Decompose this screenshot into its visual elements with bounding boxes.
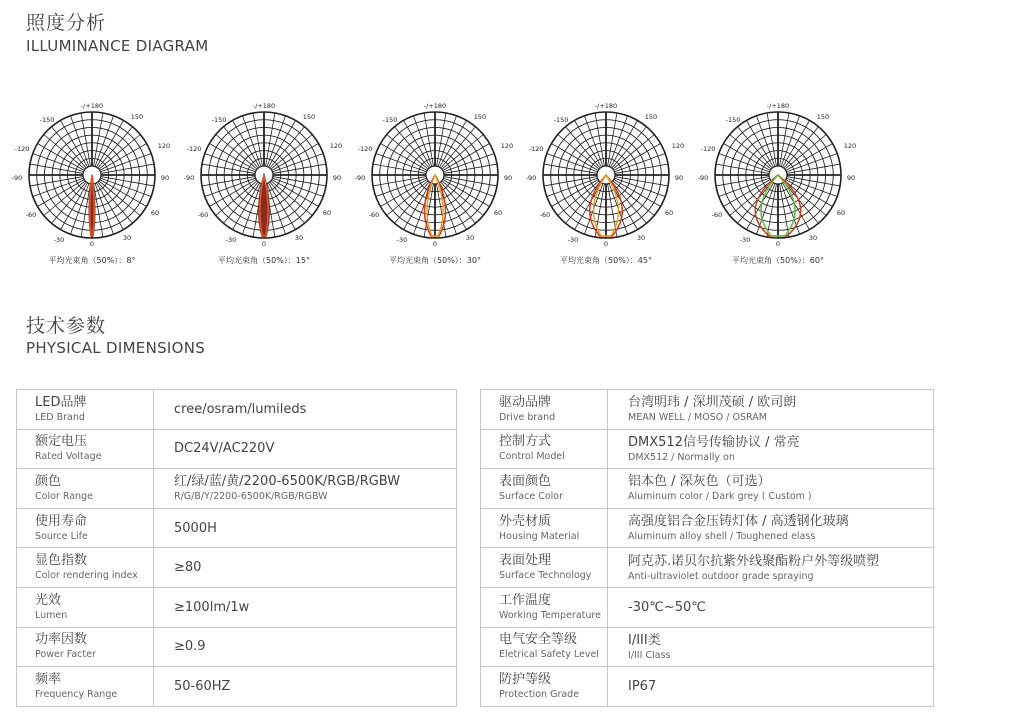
spec-value-cell xyxy=(154,469,457,509)
angle-label: 60 xyxy=(150,209,160,217)
spec-label-en: Color rendering index xyxy=(35,570,138,582)
beam-angle-caption: 平均光束角（50%）：30° xyxy=(389,256,481,265)
spec-row xyxy=(17,667,457,707)
spec-value-cell xyxy=(608,587,934,627)
physical-title-en: PHYSICAL DIMENSIONS xyxy=(26,339,206,357)
spec-label-en: Color Range xyxy=(35,490,93,502)
angle-label: -90 xyxy=(12,174,23,182)
spec-row xyxy=(17,429,457,469)
spec-label-en: Working Temperature xyxy=(499,609,601,621)
angle-label: -30 xyxy=(53,236,65,244)
spec-table-left xyxy=(16,389,457,707)
spec-row xyxy=(481,548,934,588)
spec-row xyxy=(481,627,934,667)
angle-label: -30 xyxy=(396,236,408,244)
polar-diagram xyxy=(698,100,858,270)
spec-value-cell xyxy=(608,429,934,469)
spec-label-cn: 电气安全等级 xyxy=(499,632,578,648)
angle-label: 60 xyxy=(836,209,846,217)
angle-label: 60 xyxy=(493,209,503,217)
spec-value: 高强度铝合金压铸灯体 / 高透钢化玻璃 xyxy=(628,514,849,530)
angle-label: 30 xyxy=(808,234,818,242)
spec-label-en: Power Facter xyxy=(35,649,96,661)
polar-diagram xyxy=(526,100,686,270)
spec-table-right xyxy=(480,389,934,707)
angle-label: -30 xyxy=(225,236,237,244)
angle-label: 150 xyxy=(130,113,144,121)
angle-label: -/+180 xyxy=(80,102,104,110)
angle-label: 120 xyxy=(843,142,857,150)
angle-label: -120 xyxy=(186,145,202,153)
spec-label-en: Source Life xyxy=(35,530,88,542)
angle-label: 90 xyxy=(503,174,513,182)
angle-label: 30 xyxy=(465,234,475,242)
angle-label: 120 xyxy=(500,142,514,150)
spec-value-cell xyxy=(608,627,934,667)
polar-chart xyxy=(526,100,686,252)
angle-label: -90 xyxy=(526,174,537,182)
spec-row xyxy=(17,548,457,588)
angle-label: -90 xyxy=(698,174,709,182)
spec-label-cn: 颜色 xyxy=(35,473,62,489)
spec-label-cn: 外壳材质 xyxy=(499,513,552,529)
angle-label: -150 xyxy=(382,116,398,124)
spec-value-cell xyxy=(154,508,457,548)
angle-label: -/+180 xyxy=(252,102,276,110)
angle-label: -150 xyxy=(39,116,55,124)
spec-label-cell xyxy=(17,508,154,548)
spec-value-cell xyxy=(154,667,457,707)
angle-label: -/+180 xyxy=(423,102,447,110)
spec-label-en: Protection Grade xyxy=(499,688,580,700)
spec-label-en: LED Brand xyxy=(35,411,85,423)
beam-angle-caption: 平均光束角（50%）：15° xyxy=(218,256,310,265)
angle-label: 30 xyxy=(636,234,646,242)
spec-label-en: Lumen xyxy=(35,609,68,621)
spec-value-cell xyxy=(154,548,457,588)
polar-diagram xyxy=(355,100,515,270)
spec-label-cn: 表面处理 xyxy=(499,553,552,569)
physical-title-cn: 技术参数 xyxy=(26,315,107,337)
spec-label-cn: 频率 xyxy=(35,671,62,687)
spec-label-cn: 工作温度 xyxy=(499,592,552,608)
polar-diagram xyxy=(184,100,344,270)
polar-diagram xyxy=(12,100,172,270)
spec-value-cell xyxy=(154,627,457,667)
angle-label: -90 xyxy=(184,174,195,182)
spec-row xyxy=(481,390,934,430)
spec-value-sub: Aluminum alloy shell / Toughened elass xyxy=(628,531,816,543)
beam-angle-caption: 平均光束角（50%）：60° xyxy=(732,256,824,265)
spec-label-cn: 显色指数 xyxy=(35,553,88,569)
spec-value: DC24V/AC220V xyxy=(174,441,275,457)
spec-value: 铝本色 / 深灰色（可选） xyxy=(628,474,771,490)
spec-label-en: Housing Material xyxy=(499,530,580,542)
angle-label: -60 xyxy=(197,211,209,219)
spec-value: IP67 xyxy=(628,678,657,694)
spec-value: 50-60HZ xyxy=(174,678,231,694)
spec-value: I/III类 xyxy=(628,632,661,648)
spec-value-cell xyxy=(608,548,934,588)
spec-value: cree/osram/lumileds xyxy=(174,401,307,417)
spec-row xyxy=(481,667,934,707)
spec-label-en: Drive brand xyxy=(499,411,556,423)
spec-label-cn: LED品牌 xyxy=(35,394,87,410)
polar-chart xyxy=(12,100,172,252)
angle-label: 0 xyxy=(261,240,267,248)
spec-label-cell xyxy=(17,627,154,667)
angle-label: -90 xyxy=(355,174,366,182)
spec-label-en: Surface Technology xyxy=(499,570,592,582)
spec-label-cn: 驱动品牌 xyxy=(499,394,552,410)
spec-label-en: Rated Voltage xyxy=(35,451,102,463)
spec-label-cell xyxy=(17,390,154,430)
angle-label: 90 xyxy=(332,174,342,182)
angle-label: 150 xyxy=(473,113,487,121)
spec-label-en: Eletrical Safety Level xyxy=(499,649,599,661)
spec-value: ≥80 xyxy=(174,560,202,576)
spec-label-cn: 使用寿命 xyxy=(35,513,88,529)
spec-label-cn: 额定电压 xyxy=(35,434,88,450)
spec-value-sub: Aluminum color / Dark grey ( Custom ) xyxy=(628,491,812,503)
spec-label-cn: 表面颜色 xyxy=(499,473,552,489)
spec-value-sub: Anti-ultraviolet outdoor grade spraying xyxy=(628,570,814,582)
angle-label: 150 xyxy=(302,113,316,121)
spec-label-cell xyxy=(481,667,608,707)
spec-row xyxy=(481,429,934,469)
angle-label: -60 xyxy=(711,211,723,219)
spec-value: DMX512信号传输协议 / 常亮 xyxy=(628,434,800,450)
spec-row xyxy=(481,587,934,627)
spec-value-sub: DMX512 / Normally on xyxy=(628,451,735,463)
spec-value: 阿克苏.诺贝尔抗紫外线聚酯粉户外等级喷塑 xyxy=(628,553,880,569)
angle-label: -120 xyxy=(357,145,373,153)
spec-label-en: Surface Color xyxy=(499,490,564,502)
angle-label: 90 xyxy=(674,174,684,182)
angle-label: -150 xyxy=(553,116,569,124)
angle-label: -/+180 xyxy=(766,102,790,110)
spec-value-cell xyxy=(154,429,457,469)
angle-label: 120 xyxy=(671,142,685,150)
polar-chart xyxy=(184,100,344,252)
spec-label-cell xyxy=(481,429,608,469)
spec-value-cell xyxy=(608,469,934,509)
spec-label-cn: 防护等级 xyxy=(499,671,552,687)
spec-label-cell xyxy=(17,469,154,509)
angle-label: 0 xyxy=(89,240,95,248)
angle-label: 0 xyxy=(603,240,609,248)
spec-value: 5000H xyxy=(174,520,217,536)
angle-label: 0 xyxy=(775,240,781,248)
angle-label: 120 xyxy=(329,142,343,150)
spec-row xyxy=(17,627,457,667)
angle-label: 90 xyxy=(846,174,856,182)
spec-label-cell xyxy=(17,548,154,588)
angle-label: 60 xyxy=(664,209,674,217)
spec-value-cell xyxy=(154,587,457,627)
angle-label: -60 xyxy=(368,211,380,219)
angle-label: 30 xyxy=(122,234,132,242)
angle-label: 0 xyxy=(432,240,438,248)
spec-label-cell xyxy=(481,469,608,509)
angle-label: 60 xyxy=(322,209,332,217)
spec-label-cn: 控制方式 xyxy=(499,434,552,450)
angle-label: 150 xyxy=(644,113,658,121)
spec-value: ≥0.9 xyxy=(174,639,206,655)
angle-label: -120 xyxy=(14,145,30,153)
beam-angle-caption: 平均光束角（50%）：45° xyxy=(560,256,652,265)
angle-label: 90 xyxy=(160,174,170,182)
polar-chart xyxy=(355,100,515,252)
angle-label: -150 xyxy=(725,116,741,124)
angle-label: -120 xyxy=(528,145,544,153)
angle-label: 120 xyxy=(157,142,171,150)
beam-angle-caption: 平均光束角（50%）：8° xyxy=(48,256,136,265)
spec-row xyxy=(17,508,457,548)
spec-value: -30℃~50℃ xyxy=(628,599,706,615)
spec-row xyxy=(481,469,934,509)
angle-label: -60 xyxy=(25,211,37,219)
spec-row xyxy=(17,390,457,430)
spec-value: 台湾明玮 / 深圳茂硕 / 欧司朗 xyxy=(628,395,797,411)
illuminance-title-cn: 照度分析 xyxy=(26,12,107,34)
angle-label: -150 xyxy=(211,116,227,124)
spec-row xyxy=(17,469,457,509)
angle-label: -60 xyxy=(539,211,551,219)
spec-value-sub: I/III Class xyxy=(628,649,671,661)
angle-label: 30 xyxy=(294,234,304,242)
spec-label-cell xyxy=(17,587,154,627)
spec-row xyxy=(17,587,457,627)
angle-label: -120 xyxy=(700,145,716,153)
spec-value-sub: R/G/B/Y/2200-6500K/RGB/RGBW xyxy=(174,491,328,503)
spec-value-cell xyxy=(608,667,934,707)
angle-label: 150 xyxy=(816,113,830,121)
polar-chart xyxy=(698,100,858,252)
angle-label: -30 xyxy=(739,236,751,244)
spec-value: 红/绿/蓝/黄/2200-6500K/RGB/RGBW xyxy=(174,474,401,490)
spec-label-en: Frequency Range xyxy=(35,688,118,700)
spec-label-cell xyxy=(481,548,608,588)
angle-label: -30 xyxy=(567,236,579,244)
spec-label-cell xyxy=(17,667,154,707)
spec-label-cell xyxy=(481,627,608,667)
angle-label: -/+180 xyxy=(594,102,618,110)
spec-label-cell xyxy=(17,429,154,469)
spec-label-cn: 光效 xyxy=(35,592,62,608)
spec-value-sub: MEAN WELL / MOSO / OSRAM xyxy=(628,412,767,424)
spec-label-cell xyxy=(481,390,608,430)
spec-label-cn: 功率因数 xyxy=(35,632,88,648)
spec-value: ≥100lm/1w xyxy=(174,599,250,615)
spec-label-en: Control Model xyxy=(499,451,565,463)
spec-label-cell xyxy=(481,587,608,627)
spec-row xyxy=(481,508,934,548)
spec-value-cell xyxy=(608,390,934,430)
spec-label-cell xyxy=(481,508,608,548)
spec-value-cell xyxy=(154,390,457,430)
spec-value-cell xyxy=(608,508,934,548)
illuminance-title-en: ILLUMINANCE DIAGRAM xyxy=(26,37,209,55)
